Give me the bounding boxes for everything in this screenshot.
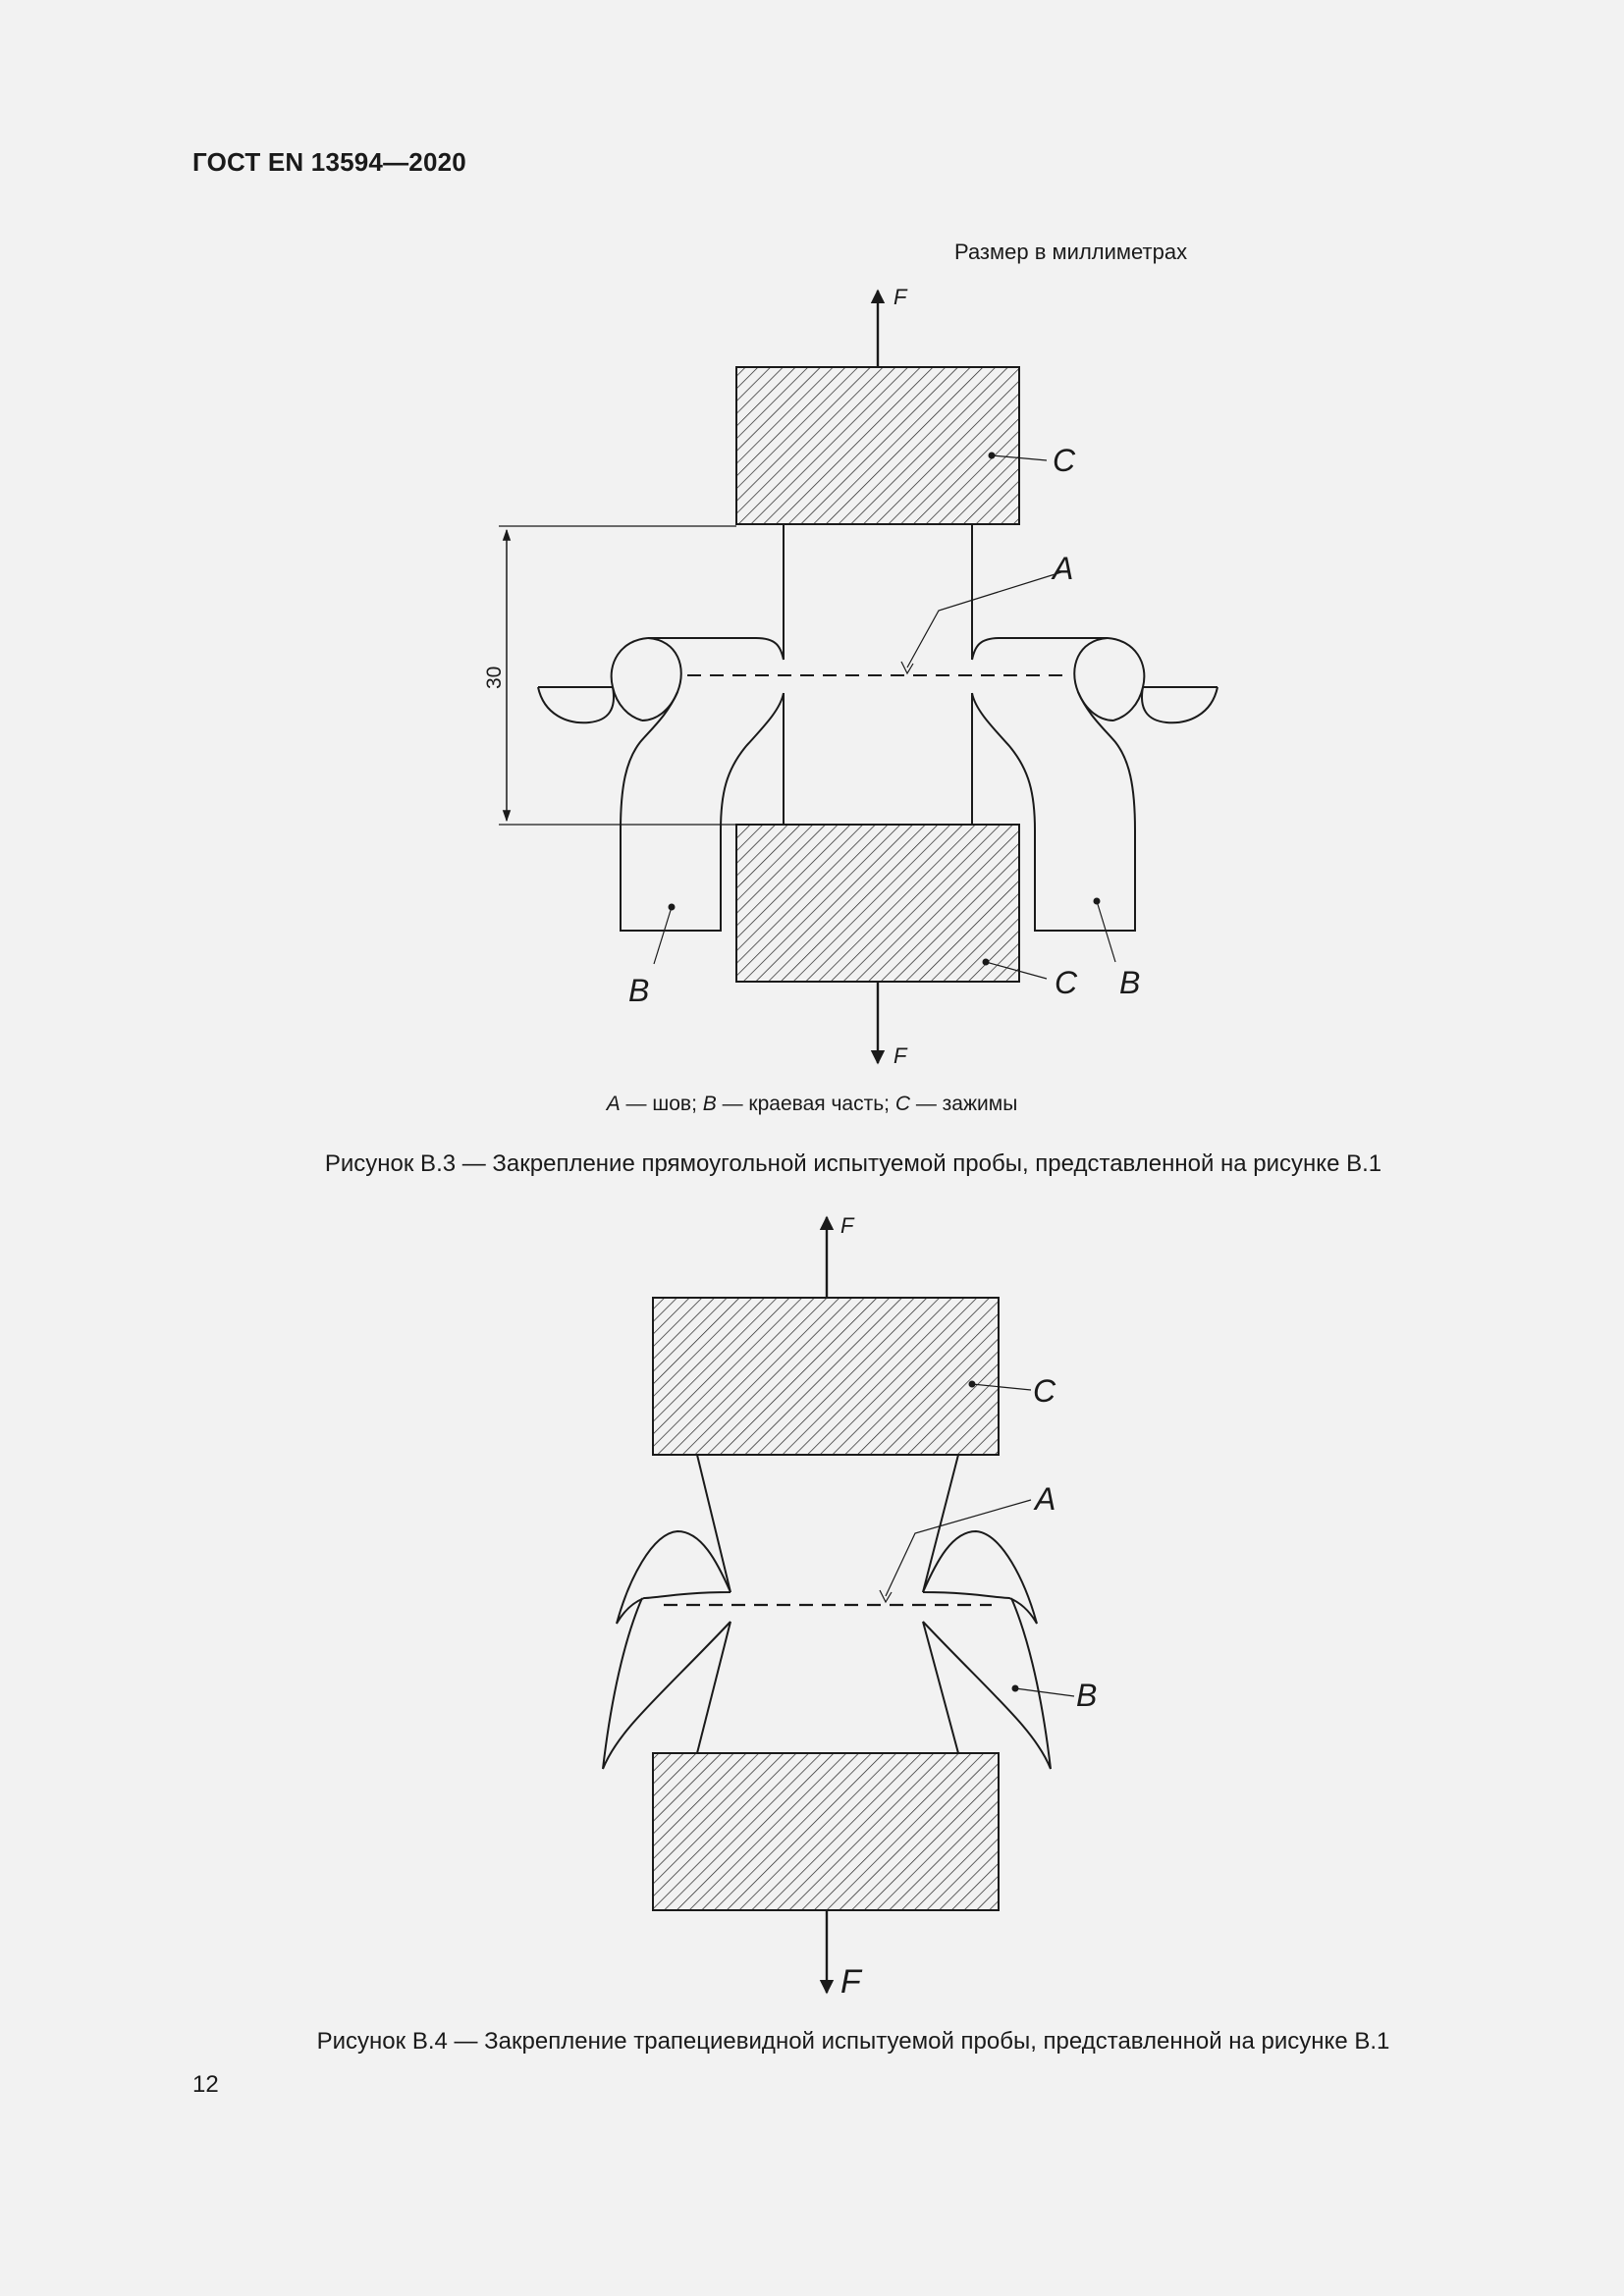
units-note: Размер в миллиметрах — [954, 240, 1188, 264]
figure-b3-legend — [0, 1093, 1624, 1116]
clamp-top — [736, 367, 1019, 524]
force-label-top-b4: F — [840, 1213, 854, 1238]
figure-b4-caption: Рисунок В.4 — Закрепление трапециевидной испытуемой пробы, представленной на рисунке В.1 — [316, 2028, 1390, 2055]
dimension-label: 30 — [483, 666, 506, 689]
seam-label: A — [1053, 551, 1074, 586]
page-number: 12 — [192, 2071, 219, 2098]
figure-b3-caption: Рисунок В.3 — Закрепление прямоугольной испытуемой пробы, представленной на рисунке В.1 — [324, 1150, 1382, 1177]
legend-a-letter: A — [606, 1093, 621, 1115]
clamp-top-b4 — [653, 1298, 999, 1455]
legend-a-text: — шов; — [620, 1093, 703, 1115]
clamp-bottom — [736, 825, 1019, 982]
edge-label-b4: B — [1076, 1678, 1098, 1713]
figure-b4 — [603, 1217, 1074, 1993]
legend-b-letter: B — [702, 1093, 717, 1115]
legend-b-text: — краевая часть; — [716, 1093, 895, 1115]
clamp-label-bottom: C — [1055, 965, 1078, 1000]
document-header: ГОСТ EN 13594—2020 — [192, 147, 466, 177]
edge-label-right: B — [1119, 965, 1141, 1000]
edge-label-left: B — [628, 973, 650, 1008]
force-label-bottom: F — [893, 1043, 907, 1068]
force-label-bottom-b4: F — [840, 1963, 861, 2001]
seam-label-b4: A — [1035, 1481, 1056, 1517]
clamp-bottom-b4 — [653, 1753, 999, 1910]
force-label-top: F — [893, 285, 907, 309]
legend-c-text: — зажимы — [910, 1093, 1018, 1115]
clamp-label-b4: C — [1033, 1373, 1056, 1409]
legend-c-letter: C — [894, 1093, 910, 1115]
clamp-label-top: C — [1053, 443, 1076, 478]
figure-b3 — [499, 291, 1218, 1063]
